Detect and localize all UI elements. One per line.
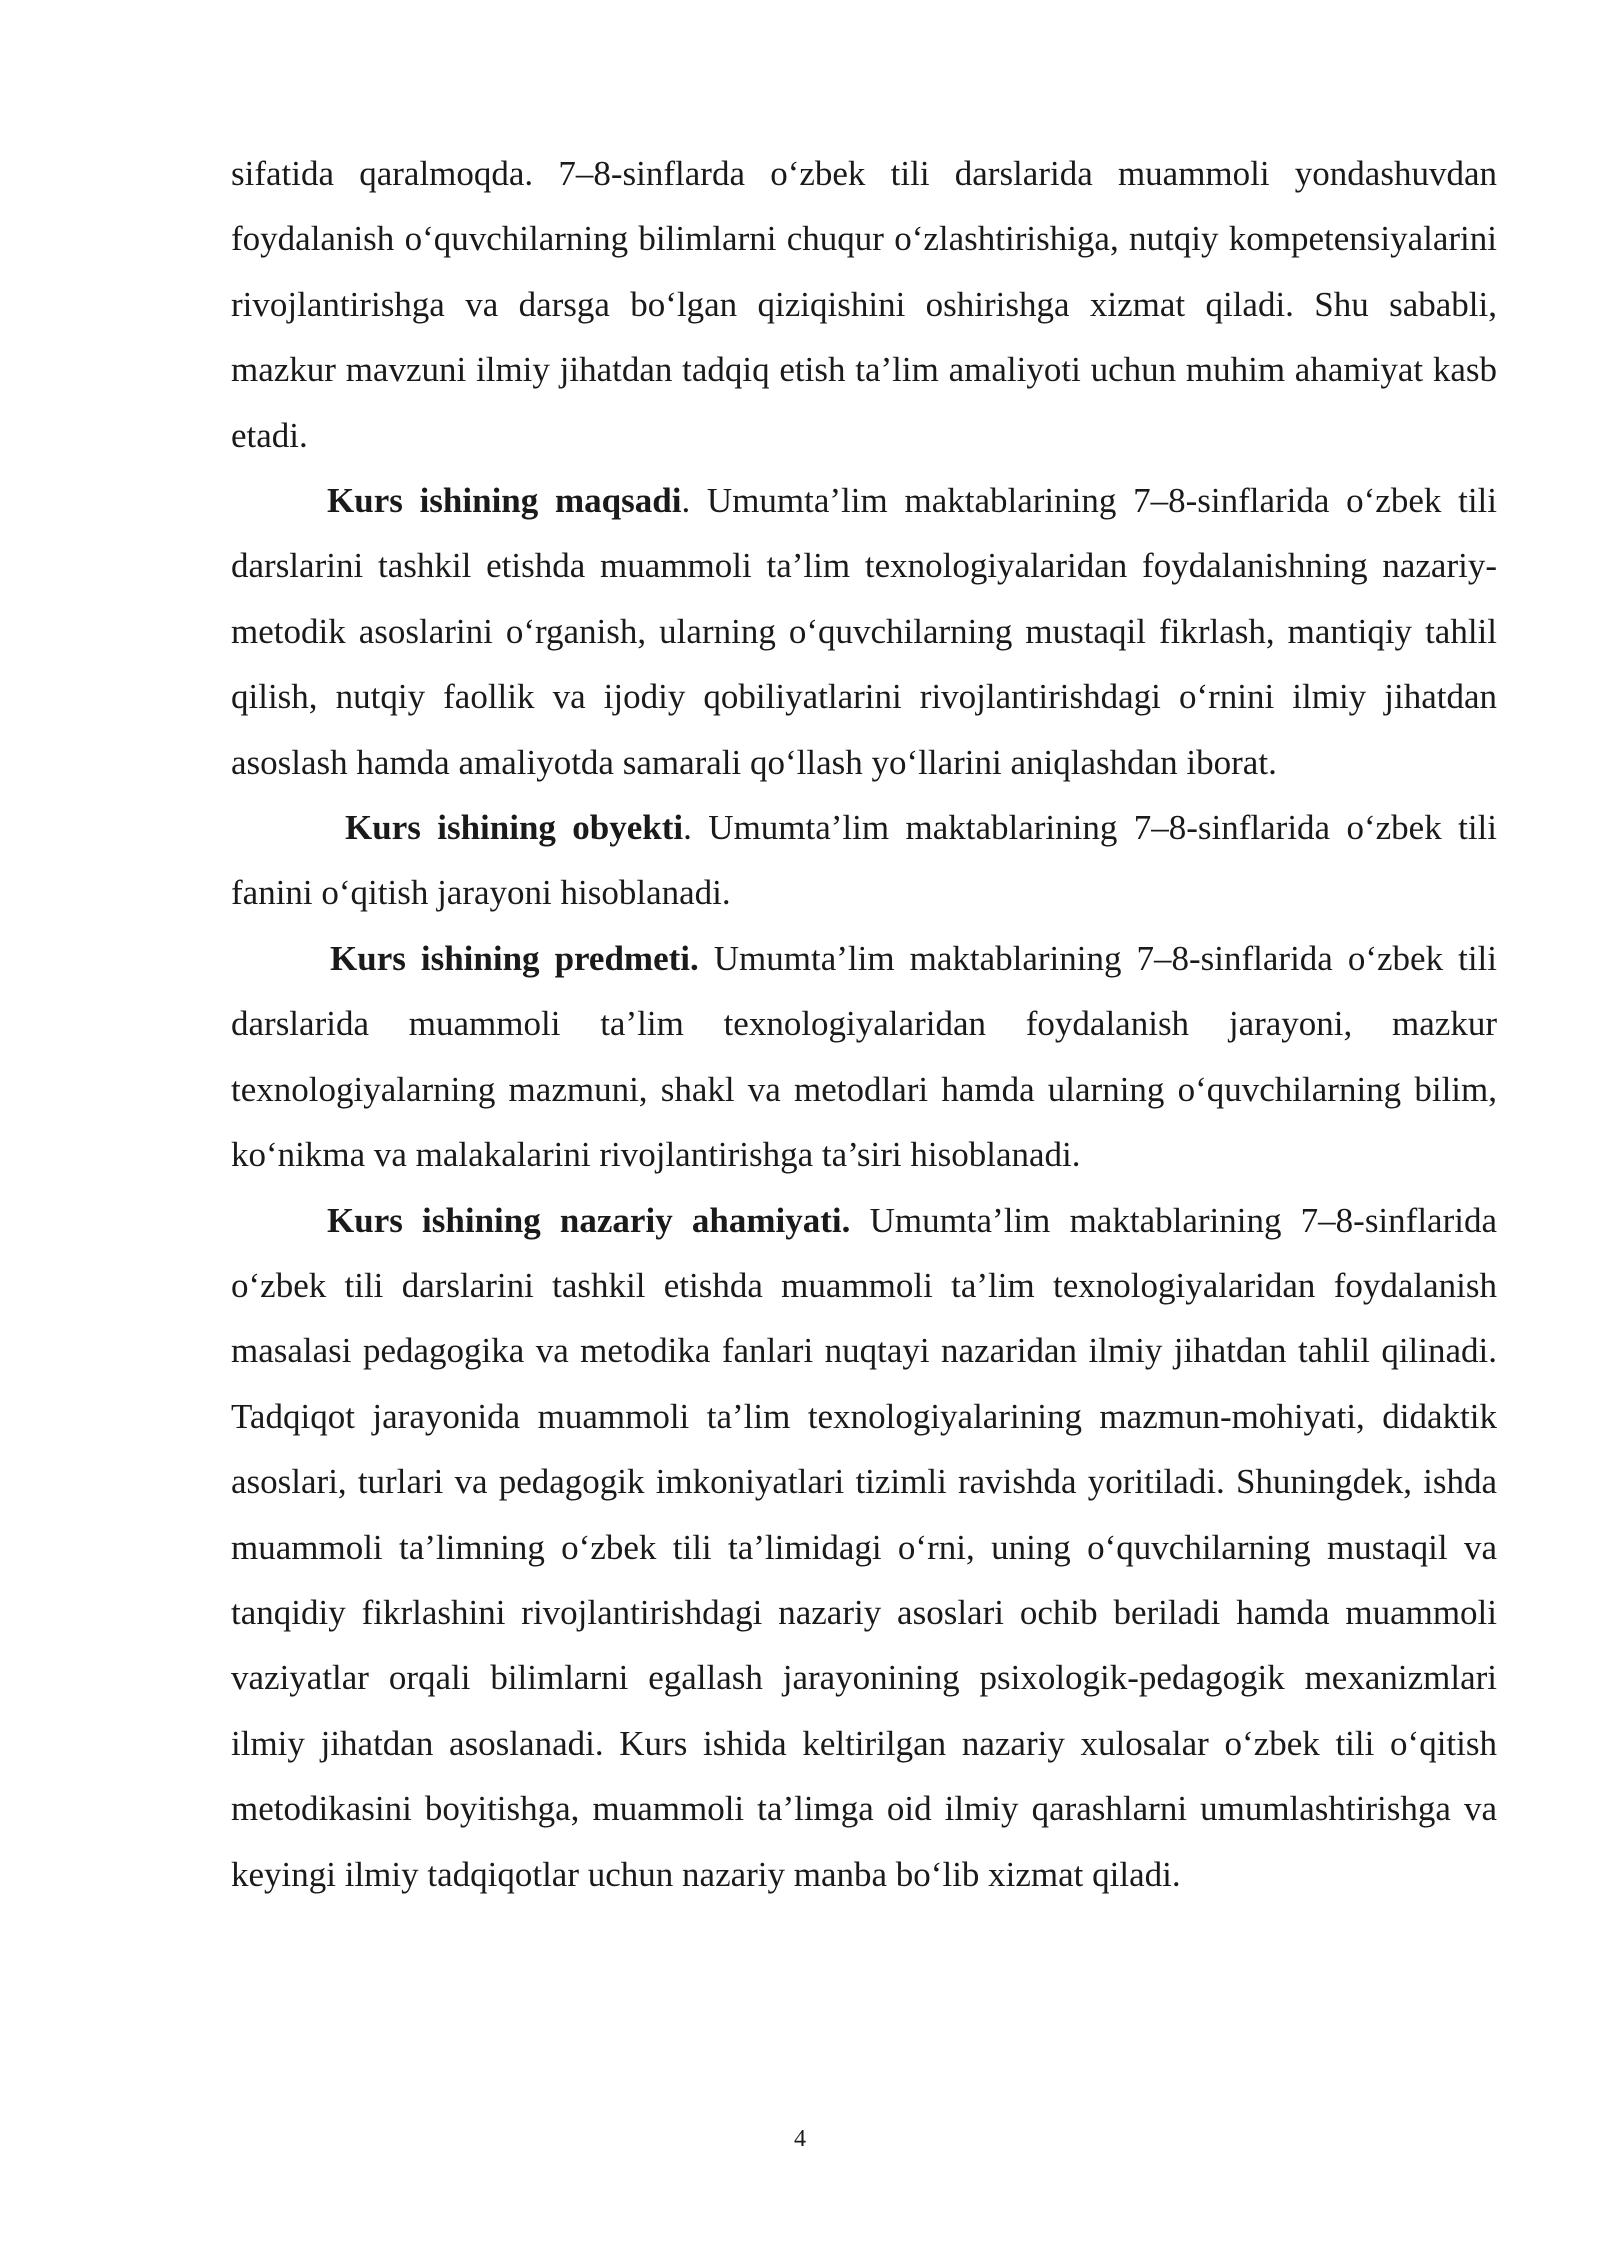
paragraph-heading: Kurs ishining maqsadi xyxy=(327,481,682,521)
paragraph-subject xyxy=(231,926,1497,1188)
paragraph-heading: Kurs ishining predmeti. xyxy=(330,938,699,978)
paragraph-text: . Umumta’lim maktablarining 7–8-sinflarida o‘zbek tili darslarini tashkil etishda muammoli ta’lim texnologiyalaridan foydalanishning nazariy-metodik asoslarini o‘rganish, ularning o‘quvchilarning mustaqil fikrlash, mantiqiy tahlil qilish, nutqiy faollik va ijodiy qobiliyatlarini rivojlantirishdagi o‘rnini ilmiy jihatdan asoslash hamda amaliyotda samarali qo‘llash yo‘llarini aniqlashdan iborat. xyxy=(231,481,1497,782)
document-body xyxy=(231,141,1497,1907)
paragraph-text: Umumta’lim maktablarining 7–8-sinflarida o‘zbek tili darslarida muammoli ta’lim texnologiyalaridan foydalanish jarayoni, mazkur texnologiyalarning mazmuni, shakl va metodlari hamda ularning o‘quvchilarning bilim, ko‘nikma va malakalarini rivojlantirishga ta’siri hisoblanadi. xyxy=(231,938,1497,1175)
paragraph-object xyxy=(231,795,1497,926)
paragraph-intro xyxy=(231,141,1497,468)
paragraph-text: Umumta’lim maktablarining 7–8-sinflarida o‘zbek tili darslarini tashkil etishda muammoli ta’lim texnologiyalaridan foydalanish masalasi pedagogika va metodika fanlari nuqtayi nazaridan ilmiy jihatdan tahlil qilinadi. Tadqiqot jarayonida muammoli ta’lim texnologiyalarining mazmun-mohiyati, didaktik asoslari, turlari va pedagogik imkoniyatlari tizimli ravishda yoritiladi. Shuningdek, ishda muammoli ta’limning o‘zbek tili ta’limidagi o‘rni, uning o‘quvchilarning mustaqil va tanqidiy fikrlashini rivojlantirishdagi nazariy asoslari ochib beriladi hamda muammoli vaziyatlar orqali bilimlarni egallash jarayonining psixologik-pedagogik mexanizmlari ilmiy jihatdan asoslanadi. Kurs ishida keltirilgan nazariy xulosalar o‘zbek tili o‘qitish metodikasini boyitishga, muammoli ta’limga oid ilmiy qarashlarni umumlashtirishga va keyingi ilmiy tadqiqotlar uchun nazariy manba bo‘lib xizmat qiladi. xyxy=(231,1200,1497,1894)
paragraph-goal xyxy=(231,468,1497,795)
paragraph-heading: Kurs ishining nazariy ahamiyati. xyxy=(327,1200,851,1240)
paragraph-text: . Umumta’lim maktablarining 7–8-sinflarida o‘zbek tili fanini o‘qitish jarayoni hisoblanadi. xyxy=(231,808,1497,913)
page-number: 4 xyxy=(794,2126,806,2152)
paragraph-text: sifatida qaralmoqda. 7–8-sinflarda o‘zbek tili darslarida muammoli yondashuvdan foydalanish o‘quvchilarning bilimlarni chuqur o‘zlashtirishiga, nutqiy kompetensiyalarini rivojlantirishga va darsga bo‘lgan qiziqishini oshirishga xizmat qiladi. Shu sababli, mazkur mavzuni ilmiy jihatdan tadqiq etish ta’lim amaliyoti uchun muhim ahamiyat kasb etadi. xyxy=(231,154,1497,455)
paragraph-theoretical-significance xyxy=(231,1188,1497,1907)
paragraph-heading: Kurs ishining obyekti xyxy=(345,808,684,848)
